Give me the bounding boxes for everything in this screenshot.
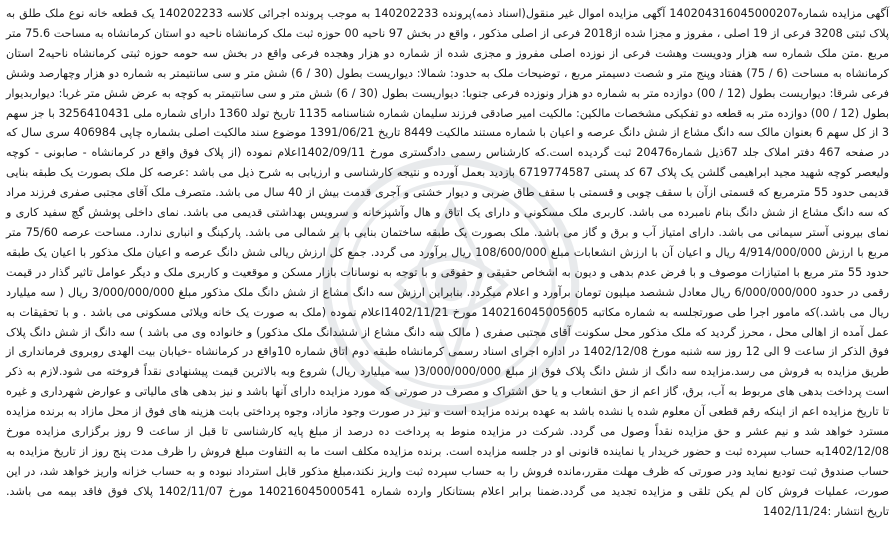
auction-notice-text bbox=[6, 4, 889, 522]
notice-body: آگهی مزایده شماره140204316045000207 آگهی مزایده اموال غیر منقول(اسناد ذمه)پرونده 140202233 به موجب پرونده اجرائی کلاسه 140202233 یک قطعه خانه نوع ملک طلق به پلاک ثبتی 3208 فرعی از 19 اصلی ، مفروز و مجزا شده از2018 فرعی از اصلی مذکور ، واقع در بخش 97 ناحیه 00 حوزه ثبت ملک کرمانشاه ناحیه دو استان کرمانشاه به مساحت 75.6 متر مربع .متن ملک شماره سه هزار ودویست وهشت فرعی از نوزده اصلی مفروز و مجزی شده از شماره دو هزار وهجده فرعی واقع در بخش سه حومه حوزه ثبتی کرمانشاه ناحیه2 استان کرمانشاه به مساحت (6 / 75) هفتاد وپنج متر و شصت دسیمتر مربع ، توضیحات ملک به حدود: شمالا: دیواریست بطول (30 / 6) شش متر و سی سانتیمتر به شماره دو هزار وچهارصد وشش فرعی شرقا: دیواریست بطول (12 / 00) دوازده متر به شماره دو هزار ونوزده فرعی جنوبا: دیواریست بطول (30 / 6) شش متر و سی سانتیمتر به کوچه به عرض شش متر غربا: دیواربدیوار بطول (12 / 00) دوازده متر به قطعه دو تفکیکی مشخصات مالکین: مالکیت امیر صادقی فرزند سلیمان شماره شناسنامه 1135 تاریخ تولد 1360 دارای شماره ملی 3256410431 با جز سهم 3 از کل سهم 6 بعنوان مالک سه دانگ مشاع از شش دانگ عرصه و اعیان با شماره مستند مالکیت 8449 تاریخ 1391/06/21 موضوع سند مالکیت اصلی بشماره چاپی 406984 سری سال که در صفحه 467 دفتر املاک جلد 67ذیل شماره20476 ثبت گردیده است.که کارشناس رسمی دادگستری مورخ 1402/09/11اعلام نموده (از پلاک فوق واقع در کرمانشاه - صابونی - کوچه ولیعصر کوچه شهید مجید ابراهیمی گلشن یک پلاک 67 کد پستی 6719774587 بازدید بعمل آورده و نتیجه کارشناسی و ارزیابی به شرح ذیل می باشد :عرصه کل ملک بصورت یک طبقه بنایی قدیمی حدود 55 مترمربع که قسمتی ازآن با سقف چوبی و قسمتی با سقف طاق ضربی و دیوار خشتی و آجری قدمت بیش از 40 سال می باشد. متصرف ملک آقای مجتبی صفری فرزند مراد که سه دانگ مشاع از شش دانگ بنام نامبرده می باشد. کاربری ملک مسکونی و دارای یک اتاق و هال وآشپزخانه و سرویس بهداشتی قدیمی می باشد. نمای داخلی پوشش گچ سفید کاری و نمای بیرونی آستر سیمانی می باشد. دارای امتیاز آب و برق و گاز می باشد. ملک بصورت یک طبقه ساختمان بنایی با بر شمالی می باشد. پارکینگ و انباری ندارد. مساحت عرصه 75/60 متر مربع با ارزش 4/914/000/000 ریال و اعیان آن با ارزش انشعابات مبلغ 108/600/000 ریال برآورد می گردد. جمع کل ارزش ریالی شش دانگ عرصه و اعیان ملک مذکور با اعیان یک طبقه حدود 55 متر مربع با امتیازات موصوف و با فرض عدم بدهی و دیون به اشخاص حقیقی و حقوقی و با توجه به نوسانات بازار مسکن و موقعیت و کاربری ملک و دیگر عوامل تاثیر گذار در قیمت رقمی در حدود 6/000/000/000 ریال معادل ششصد میلیون تومان برآورد و اعلام میگردد. بنابراین ارزش سه دانگ مشاع از شش دانگ ملک مذکور مبلغ 3/000/000/000 ریال ( سه میلیارد ریال می باشد.)که مامور اجرا طی صورتجلسه به شماره مکاتبه 140216045005605 مورخ 1402/11/21اعلام نموده (ملک به صورت یک خانه ویلائی مسکونی می باشد . و با تحقیقات به عمل آمده از اهالی محل ، محرز گردید که ملک مذکور محل سکونت آقای مجتبی صفری ( مالک سه دانگ مشاع از ششدانگ ملک مذکور) و خانواده وی می باشد ) سه دانگ از شش دانگ پلاک فوق الذکر از ساعت 9 الی 12 روز سه شنبه مورخ 1402/12/08 در اداره اجرای اسناد رسمی کرمانشاه طبقه دوم اتاق شماره 10واقع در کرمانشاه -خیابان بیت الهدی روبروی فرمانداری از طریق مزایده به فروش می رسد.مزایده سه دانگ از شش دانگ پلاک فوق از مبلغ 3/000/000/000( سه میلیارد ریال) شروع وبه بالاترین قیمت پیشنهادی نقداً فروخته می شود.لازم به ذکر است پرداخت بدهی های مربوط به آب، برق، گاز اعم از حق انشعاب و یا حق اشتراک و مصرف در صورتی که مورد مزایده دارای آنها باشد و نیز بدهی های مالیاتی و عوارض شهرداری و غیره تا تاریخ مزایده اعم از اینکه رقم قطعی آن معلوم شده یا نشده باشد به عهده برنده مزایده است و نیز در صورت وجود مازاد، وجوه پرداختی بابت هزینه های فوق از محل مازاد به برنده مزایده مسترد خواهد شد و نیم عشر و حق مزایده نقداً وصول می گردد. شرکت در مزایده منوط به پرداخت ده درصد از مبلغ پایه کارشناسی تا قبل از ساعت 9 روز برگزاری مزایده مورخ 1402/12/08به حساب سپرده ثبت و حضور خریدار یا نماینده قانونی او در جلسه مزایده است. برنده مزایده مکلف است ما به التفاوت مبلغ فروش را ظرف مدت پنج روز از تاریخ مزایده به حساب صندوق ثبت تودیع نماید ودر صورتی که ظرف مهلت مقرر،مانده فروش را به حساب سپرده ثبت واریز نکند،مبلغ مذکور قابل استرداد نبوده و به حساب خزانه واریز خواهد شد، در این صورت، عملیات فروش کان لم یکن تلقی و مزایده تجدید می گردد.ضمنا برابر اعلام بستانکار وارده شماره 140216045000541 مورخ 1402/11/07 پلاک فوق فاقد بیمه می باشد. bbox=[6, 7, 890, 498]
publish-date: تاریخ انتشار :1402/11/24 bbox=[762, 504, 889, 518]
